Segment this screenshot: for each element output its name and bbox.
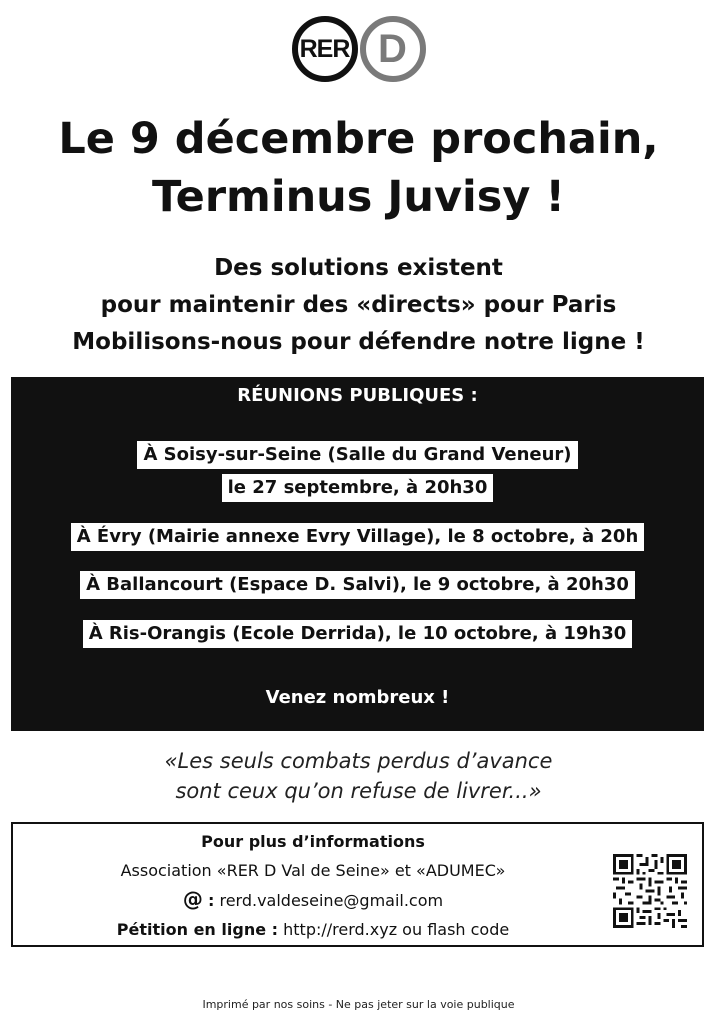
meeting-ballancourt	[11, 571, 704, 599]
meeting-ballancourt-line: À Ballancourt (Espace D. Salvi), le 9 octobre, à 20h30	[80, 571, 635, 599]
quote	[0, 746, 717, 806]
meeting-evry	[11, 523, 704, 551]
meetings-panel	[11, 377, 704, 731]
line-d-circle-icon	[360, 16, 426, 82]
info-association: Association «RER D Val de Seine» et «ADUMEC»	[120, 861, 506, 880]
subhead-line-3: Mobilisons-nous pour défendre notre ligne !	[72, 329, 645, 355]
rer-circle-icon	[292, 16, 358, 82]
meeting-ris-orangis	[11, 620, 704, 648]
meeting-soisy-line-1: À Soisy-sur-Seine (Salle du Grand Veneur)	[137, 441, 577, 469]
meeting-ris-orangis-line: À Ris-Orangis (Ecole Derrida), le 10 octobre, à 19h30	[83, 620, 633, 648]
info-title: Pour plus d’informations	[201, 832, 425, 851]
info-box	[11, 822, 704, 947]
info-petition-value[interactable]: http://rerd.xyz ou flash code	[283, 920, 510, 939]
meeting-soisy	[11, 441, 704, 502]
subhead-line-1: Des solutions existent	[214, 255, 503, 281]
headline	[0, 110, 717, 226]
qr-code-icon[interactable]	[613, 854, 687, 928]
subheadline	[0, 250, 717, 361]
rer-d-logo	[0, 16, 717, 82]
meeting-soisy-line-2: le 27 septembre, à 20h30	[222, 474, 494, 502]
meetings-heading: RÉUNIONS PUBLIQUES :	[237, 385, 478, 406]
at-icon: @	[182, 887, 203, 911]
info-email[interactable]: rerd.valdeseine@gmail.com	[219, 891, 444, 910]
headline-line-2: Terminus Juvisy !	[152, 172, 565, 222]
info-petition-label: Pétition en ligne :	[116, 920, 279, 939]
info-email-prefix: :	[207, 891, 215, 910]
quote-line-2: sont ceux qu’on refuse de livrer...»	[175, 779, 542, 803]
info-text	[13, 828, 613, 944]
subhead-line-2: pour maintenir des «directs» pour Paris	[100, 292, 617, 318]
info-email-row	[183, 885, 443, 915]
logo-line-text: D	[378, 26, 407, 71]
meeting-evry-line: À Évry (Mairie annexe Evry Village), le 8 octobre, à 20h	[71, 523, 645, 551]
logo-rer-text: RER	[299, 34, 350, 63]
headline-line-1: Le 9 décembre prochain,	[58, 114, 659, 164]
quote-line-1: «Les seuls combats perdus d’avance	[164, 749, 553, 773]
info-petition-row	[117, 915, 509, 944]
meetings-footer: Venez nombreux !	[265, 687, 450, 708]
footer-note: Imprimé par nos soins - Ne pas jeter sur la voie publique	[202, 998, 515, 1011]
